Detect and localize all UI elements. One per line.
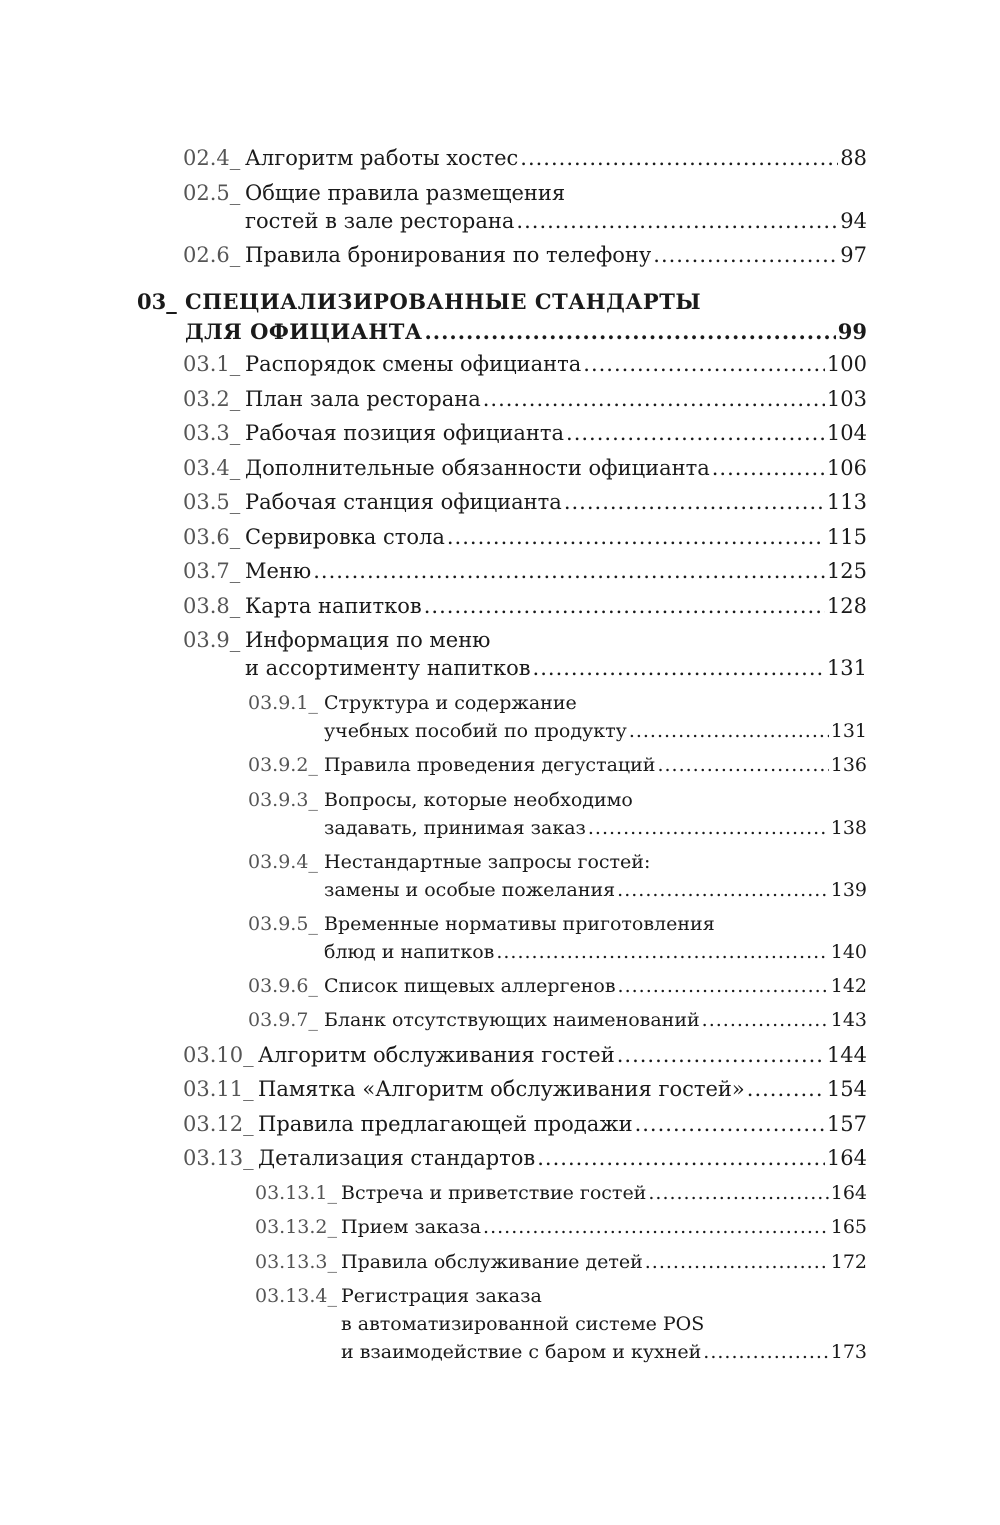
toc-entry-title: Информация по меню	[245, 628, 491, 652]
toc-entry-title: Дополнительные обязанности официанта	[245, 456, 710, 480]
toc-entry[interactable]	[248, 910, 867, 966]
toc-entry[interactable]	[183, 1041, 867, 1069]
toc-entry[interactable]	[183, 626, 867, 682]
toc-entry-title: Памятка «Алгоритм обслуживания гостей»	[258, 1077, 745, 1101]
toc-page-number: 99	[837, 319, 867, 344]
toc-entry-title: Список пищевых аллергенов	[324, 975, 616, 997]
toc-entry-number: 03.9.1_	[248, 692, 318, 714]
toc-entry-line	[183, 1144, 867, 1172]
toc-entry-title: Правила бронирования по телефону	[245, 243, 652, 267]
toc-entry-line	[183, 626, 867, 654]
toc-entry-title: Меню	[245, 559, 312, 583]
toc-page-number: 94	[840, 209, 867, 233]
toc-entry-number: 03.3_	[183, 421, 241, 445]
toc-page-number: 88	[840, 146, 867, 170]
toc-entry[interactable]	[183, 592, 867, 620]
toc-entry-title: Правила проведения дегустаций	[324, 754, 656, 776]
toc-page-number: 165	[830, 1216, 867, 1238]
toc-entry-line	[183, 1110, 867, 1138]
toc-entry-line	[248, 1006, 867, 1034]
toc-entry-number: 03.9.4_	[248, 851, 318, 873]
toc-entry-number: 03.9.2_	[248, 754, 318, 776]
toc-entry-number: 03.13.4_	[255, 1285, 338, 1307]
toc-entry-title: Сервировка стола	[245, 525, 445, 549]
toc-entry-line	[248, 910, 867, 938]
toc-dot-leader	[653, 241, 838, 269]
toc-entry[interactable]	[183, 1144, 867, 1172]
toc-page-number: 144	[826, 1043, 867, 1067]
toc-dot-leader	[747, 1075, 825, 1103]
toc-page-number: 97	[840, 243, 867, 267]
toc-page-number: 142	[830, 975, 867, 997]
toc-entry-line	[248, 689, 867, 717]
toc-entry-title: гостей в зале ресторана	[245, 209, 515, 233]
toc-entry[interactable]	[255, 1282, 867, 1366]
toc-page-number: 173	[830, 1341, 867, 1363]
toc-entry-line	[137, 317, 867, 347]
toc-entry-line	[183, 144, 867, 172]
toc-dot-leader	[424, 317, 835, 347]
toc-entry-number: 03.12_	[183, 1112, 254, 1136]
toc-page-number: 136	[830, 754, 867, 776]
toc-entry[interactable]	[183, 1110, 867, 1138]
toc-entry-line	[255, 1310, 867, 1338]
toc-dot-leader	[635, 1110, 825, 1138]
toc-entry-title: и ассортименту напитков	[245, 656, 531, 680]
toc-entry-number: 03.13.1_	[255, 1182, 338, 1204]
toc-entry-line	[183, 454, 867, 482]
toc-entry-line	[183, 241, 867, 269]
toc-dot-leader	[617, 1041, 825, 1069]
toc-entry[interactable]	[183, 454, 867, 482]
toc-page-number: 104	[826, 421, 867, 445]
toc-entry-line	[248, 717, 867, 745]
toc-entry-title: План зала ресторана	[245, 387, 481, 411]
toc-entry-title: Рабочая станция официанта	[245, 490, 562, 514]
toc-entry-line	[183, 654, 867, 682]
toc-page-number: 164	[830, 1182, 867, 1204]
toc-page-number: 131	[826, 656, 867, 680]
toc-page-number: 103	[826, 387, 867, 411]
toc-entry-number: 03_	[137, 289, 177, 314]
toc-entry-number: 03.13_	[183, 1146, 254, 1170]
toc-entry-title: ДЛЯ ОФИЦИАНТА	[185, 319, 423, 344]
toc-entry-line	[255, 1248, 867, 1276]
toc-entry[interactable]	[248, 689, 867, 745]
toc-entry[interactable]	[183, 1075, 867, 1103]
toc-entry-title: Карта напитков	[245, 594, 422, 618]
toc-entry[interactable]	[183, 385, 867, 413]
toc-page-number: 115	[826, 525, 867, 549]
toc-entry-number: 03.13.2_	[255, 1216, 338, 1238]
toc-page-number: 138	[830, 817, 867, 839]
toc-entry[interactable]	[255, 1213, 867, 1241]
toc-dot-leader	[617, 876, 829, 904]
toc-entry-title: Прием заказа	[341, 1216, 482, 1238]
toc-entry-line	[183, 419, 867, 447]
toc-entry-number: 03.9.3_	[248, 789, 318, 811]
toc-entry-title: Регистрация заказа	[341, 1285, 542, 1307]
toc-dot-leader	[648, 1179, 828, 1207]
toc-entry-title: Распорядок смены официанта	[245, 352, 582, 376]
toc-entry[interactable]	[183, 488, 867, 516]
toc-entry[interactable]	[183, 144, 867, 172]
toc-entry-line	[183, 1041, 867, 1069]
toc-entry-title: Алгоритм работы хостес	[245, 146, 519, 170]
toc-entry-line	[183, 350, 867, 378]
toc-entry-line	[255, 1213, 867, 1241]
toc-entry[interactable]	[183, 241, 867, 269]
toc-entry-title: Общие правила размещения	[245, 181, 566, 205]
toc-page-number: 143	[830, 1009, 867, 1031]
toc-entry-line	[137, 287, 867, 317]
toc-entry-title: СПЕЦИАЛИЗИРОВАННЫЕ СТАНДАРТЫ	[185, 289, 702, 314]
toc-entry[interactable]	[183, 179, 867, 235]
toc-dot-leader	[702, 1006, 829, 1034]
toc-dot-leader	[516, 207, 838, 235]
toc-entry-number: 03.9_	[183, 628, 241, 652]
toc-page-number: 139	[830, 879, 867, 901]
toc-entry-number: 02.5_	[183, 181, 241, 205]
toc-entry[interactable]	[248, 1006, 867, 1034]
toc-entry-line	[248, 751, 867, 779]
toc-entry[interactable]	[183, 419, 867, 447]
toc-dot-leader	[566, 419, 825, 447]
toc-page-number: 106	[826, 456, 867, 480]
toc-page-number: 157	[826, 1112, 867, 1136]
toc-entry[interactable]	[248, 786, 867, 842]
toc-entry-title: Временные нормативы приготовления	[324, 913, 715, 935]
toc-page-number: 164	[826, 1146, 867, 1170]
toc-entry-number: 03.4_	[183, 456, 241, 480]
toc-entry-number: 03.9.5_	[248, 913, 318, 935]
toc-entry-number: 03.5_	[183, 490, 241, 514]
toc-entry-title: Детализация стандартов	[258, 1146, 536, 1170]
toc-entry-number: 03.13.3_	[255, 1251, 338, 1273]
toc-entry-number: 03.9.6_	[248, 975, 318, 997]
toc-page-number: 154	[826, 1077, 867, 1101]
toc-entry-line	[248, 848, 867, 876]
toc-entry-line	[248, 814, 867, 842]
toc-entry-line	[183, 523, 867, 551]
toc-entry[interactable]	[137, 287, 867, 347]
toc-page-number: 125	[826, 559, 867, 583]
toc-entry-title: Нестандартные запросы гостей:	[324, 851, 651, 873]
toc-dot-leader	[313, 557, 825, 585]
toc-entry-title: Структура и содержание	[324, 692, 577, 714]
toc-entry-title: Бланк отсутствующих наименований	[324, 1009, 700, 1031]
toc-page-number: 140	[830, 941, 867, 963]
toc-entry-number: 02.4_	[183, 146, 241, 170]
toc-dot-leader	[618, 972, 829, 1000]
toc-dot-leader	[645, 1248, 829, 1276]
toc-entry-line	[183, 488, 867, 516]
toc-dot-leader	[483, 385, 825, 413]
toc-entry-line	[255, 1338, 867, 1366]
toc-entry-line	[255, 1179, 867, 1207]
toc-page-number: 113	[826, 490, 867, 514]
toc-dot-leader	[424, 592, 825, 620]
toc-dot-leader	[629, 717, 829, 745]
toc-dot-leader	[583, 350, 825, 378]
toc-entry-title: Вопросы, которые необходимо	[324, 789, 633, 811]
toc-entry-line	[183, 179, 867, 207]
toc-entry-number: 03.7_	[183, 559, 241, 583]
toc-page-number: 131	[830, 720, 867, 742]
toc-entry-title: и взаимодействие с баром и кухней	[341, 1341, 702, 1363]
toc-entry-line	[183, 385, 867, 413]
toc-entry-number: 03.9.7_	[248, 1009, 318, 1031]
toc-entry-line	[183, 557, 867, 585]
toc-entry[interactable]	[183, 557, 867, 585]
toc-dot-leader	[520, 144, 838, 172]
toc-entry-line	[248, 972, 867, 1000]
toc-entry-number: 03.6_	[183, 525, 241, 549]
toc-dot-leader	[496, 938, 828, 966]
toc-entry-title: в автоматизированной системе POS	[341, 1313, 705, 1335]
toc-entry-title: Правила обслуживание детей	[341, 1251, 643, 1273]
toc-entry-number: 02.6_	[183, 243, 241, 267]
toc-entry-number: 03.2_	[183, 387, 241, 411]
toc-page-number: 172	[830, 1251, 867, 1273]
toc-entry[interactable]	[255, 1248, 867, 1276]
toc-entry[interactable]	[248, 972, 867, 1000]
toc-dot-leader	[712, 454, 825, 482]
toc-dot-leader	[483, 1213, 829, 1241]
toc-dot-leader	[447, 523, 825, 551]
toc-entry[interactable]	[183, 523, 867, 551]
toc-entry[interactable]	[183, 350, 867, 378]
toc-entry-number: 03.10_	[183, 1043, 254, 1067]
toc-entry-title: учебных пособий по продукту	[324, 720, 627, 742]
toc-dot-leader	[703, 1338, 828, 1366]
toc-dot-leader	[537, 1144, 825, 1172]
toc-entry-title: замены и особые пожелания	[324, 879, 616, 901]
toc-entry-number: 03.1_	[183, 352, 241, 376]
toc-entry-title: Правила предлагающей продажи	[258, 1112, 633, 1136]
toc-entry-title: Рабочая позиция официанта	[245, 421, 565, 445]
toc-entry[interactable]	[255, 1179, 867, 1207]
toc-entry-line	[183, 207, 867, 235]
toc-entry-line	[248, 938, 867, 966]
toc-entry-title: блюд и напитков	[324, 941, 495, 963]
toc-entry-title: Алгоритм обслуживания гостей	[258, 1043, 615, 1067]
toc-entry-line	[255, 1282, 867, 1310]
toc-dot-leader	[564, 488, 825, 516]
toc-dot-leader	[588, 814, 829, 842]
toc-entry-line	[183, 592, 867, 620]
toc-page-number: 100	[826, 352, 867, 376]
toc-entry[interactable]	[248, 848, 867, 904]
toc-dot-leader	[533, 654, 825, 682]
toc-page-number: 128	[826, 594, 867, 618]
toc-entry-title: Встреча и приветствие гостей	[341, 1182, 647, 1204]
toc-entry-number: 03.8_	[183, 594, 241, 618]
toc-entry[interactable]	[248, 751, 867, 779]
toc-entry-number: 03.11_	[183, 1077, 254, 1101]
toc-dot-leader	[657, 751, 828, 779]
toc-entry-line	[183, 1075, 867, 1103]
toc-entry-line	[248, 786, 867, 814]
toc-entry-line	[248, 876, 867, 904]
toc-entry-title: задавать, принимая заказ	[324, 817, 586, 839]
